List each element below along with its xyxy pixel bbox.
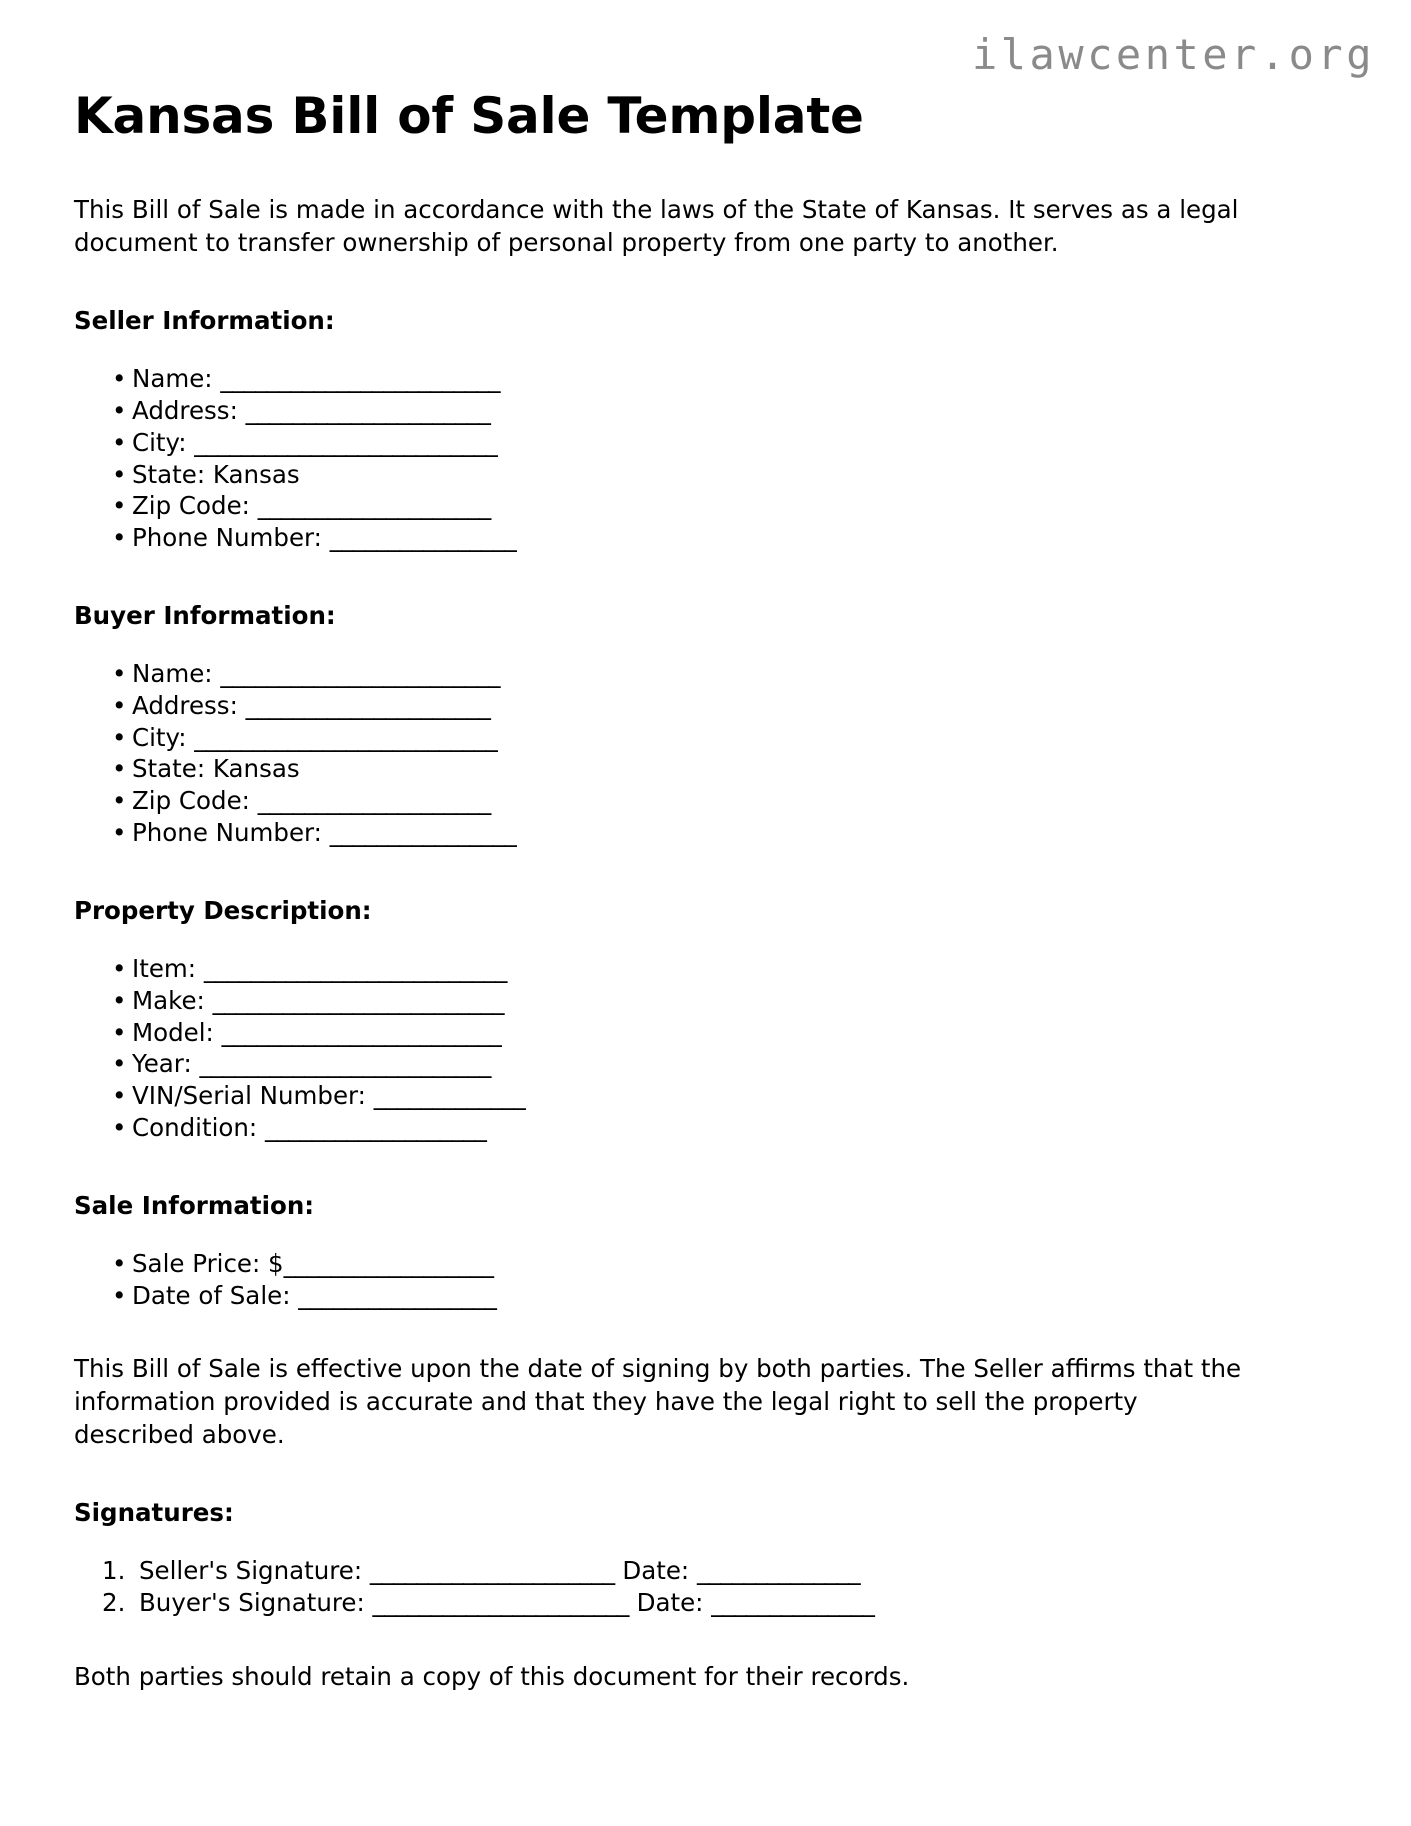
date-label: Date: <box>628 1587 712 1617</box>
field-blank: ________________________ <box>221 1017 502 1047</box>
list-item <box>74 785 1339 817</box>
field-label: Make: <box>132 985 213 1015</box>
field-blank: ________________ <box>329 523 517 553</box>
list-item <box>74 427 1339 459</box>
section-heading-property: Property Description: <box>74 895 372 925</box>
seller-field-list <box>74 337 1339 554</box>
field-label: Condition: <box>132 1113 265 1143</box>
field-blank: __________________________ <box>203 953 507 983</box>
field-blank: __________________________ <box>194 427 498 457</box>
document-content <box>74 0 1339 1693</box>
field-label: City: <box>132 722 195 752</box>
section-heading-seller: Seller Information: <box>74 306 335 336</box>
field-blank: __________________________ <box>194 722 498 752</box>
list-item <box>74 1017 1339 1049</box>
list-item <box>74 459 1339 491</box>
field-label: Phone Number: <box>132 818 330 848</box>
field-label: Address: <box>132 395 246 425</box>
list-item <box>74 985 1339 1017</box>
field-blank: ___________________ <box>264 1113 487 1143</box>
list-item <box>74 490 1339 522</box>
list-item <box>74 817 1339 849</box>
field-label: Sale Price: $ <box>132 1248 284 1278</box>
list-item <box>74 690 1339 722</box>
list-item <box>74 658 1339 690</box>
list-item <box>74 522 1339 554</box>
field-blank: _________________ <box>298 1280 497 1310</box>
field-label: City: <box>132 427 195 457</box>
site-watermark: ilawcenter.org <box>971 30 1375 79</box>
list-item <box>74 1248 1339 1280</box>
field-blank: _____________________ <box>245 690 491 720</box>
field-label: Item: <box>132 953 204 983</box>
date-blank: ______________ <box>711 1587 875 1617</box>
signature-label: Buyer's Signature: <box>139 1587 373 1617</box>
list-item <box>74 1048 1339 1080</box>
field-label: Address: <box>132 690 246 720</box>
field-blank: __________________ <box>283 1248 494 1278</box>
signature-blank: _____________________ <box>369 1555 615 1585</box>
signature-label: Seller's Signature: <box>139 1555 370 1585</box>
field-label: Model: <box>132 1017 222 1047</box>
field-label: State: Kansas <box>132 459 300 489</box>
field-label: Name: <box>132 658 221 688</box>
field-blank: ____________________ <box>257 786 491 816</box>
list-item <box>74 1080 1339 1112</box>
signature-blank: ______________________ <box>372 1587 629 1617</box>
section-heading-signatures: Signatures: <box>74 1498 234 1528</box>
field-blank: _____________________ <box>245 395 491 425</box>
field-label: State: Kansas <box>132 754 300 784</box>
field-label: VIN/Serial Number: <box>132 1081 374 1111</box>
retain-paragraph: Both parties should retain a copy of this document for their records. <box>74 1661 910 1691</box>
field-label: Zip Code: <box>132 491 258 521</box>
field-label: Phone Number: <box>132 523 330 553</box>
section-heading-buyer: Buyer Information: <box>74 601 336 631</box>
field-label: Zip Code: <box>132 786 258 816</box>
list-item <box>74 753 1339 785</box>
signature-list <box>74 1529 1339 1619</box>
field-blank: ________________ <box>329 818 517 848</box>
list-item <box>74 953 1339 985</box>
field-label: Name: <box>132 364 221 393</box>
intro-paragraph: This Bill of Sale is made in accordance with the laws of the State of Kansas. It serves as a legal document to transfer ownership of personal property from one party to another. <box>74 195 1239 257</box>
field-blank: _____________ <box>373 1081 526 1111</box>
field-blank: ________________________ <box>220 364 500 393</box>
list-item <box>74 722 1339 754</box>
field-blank: ________________________ <box>220 658 500 688</box>
field-blank: ____________________ <box>257 491 491 521</box>
list-item <box>74 363 1339 395</box>
field-label: Date of Sale: <box>132 1280 299 1310</box>
field-blank: _________________________ <box>212 985 504 1015</box>
list-item <box>74 395 1339 427</box>
list-item <box>74 1587 1339 1619</box>
list-item <box>74 1112 1339 1144</box>
page-title: Kansas Bill of Sale Template <box>74 87 864 145</box>
sale-field-list <box>74 1222 1339 1312</box>
field-blank: _________________________ <box>199 1049 491 1079</box>
date-blank: ______________ <box>696 1555 861 1585</box>
field-label: Year: <box>132 1049 200 1079</box>
list-item <box>74 1280 1339 1312</box>
section-heading-sale: Sale Information: <box>74 1190 315 1220</box>
buyer-field-list <box>74 632 1339 849</box>
date-label: Date: <box>614 1555 697 1585</box>
list-item <box>74 1555 1339 1587</box>
effective-paragraph: This Bill of Sale is effective upon the date of signing by both parties. The Seller affirms that the information provided is accurate and that they have the legal right to sell the property described above. <box>74 1354 1242 1449</box>
property-field-list <box>74 927 1339 1144</box>
